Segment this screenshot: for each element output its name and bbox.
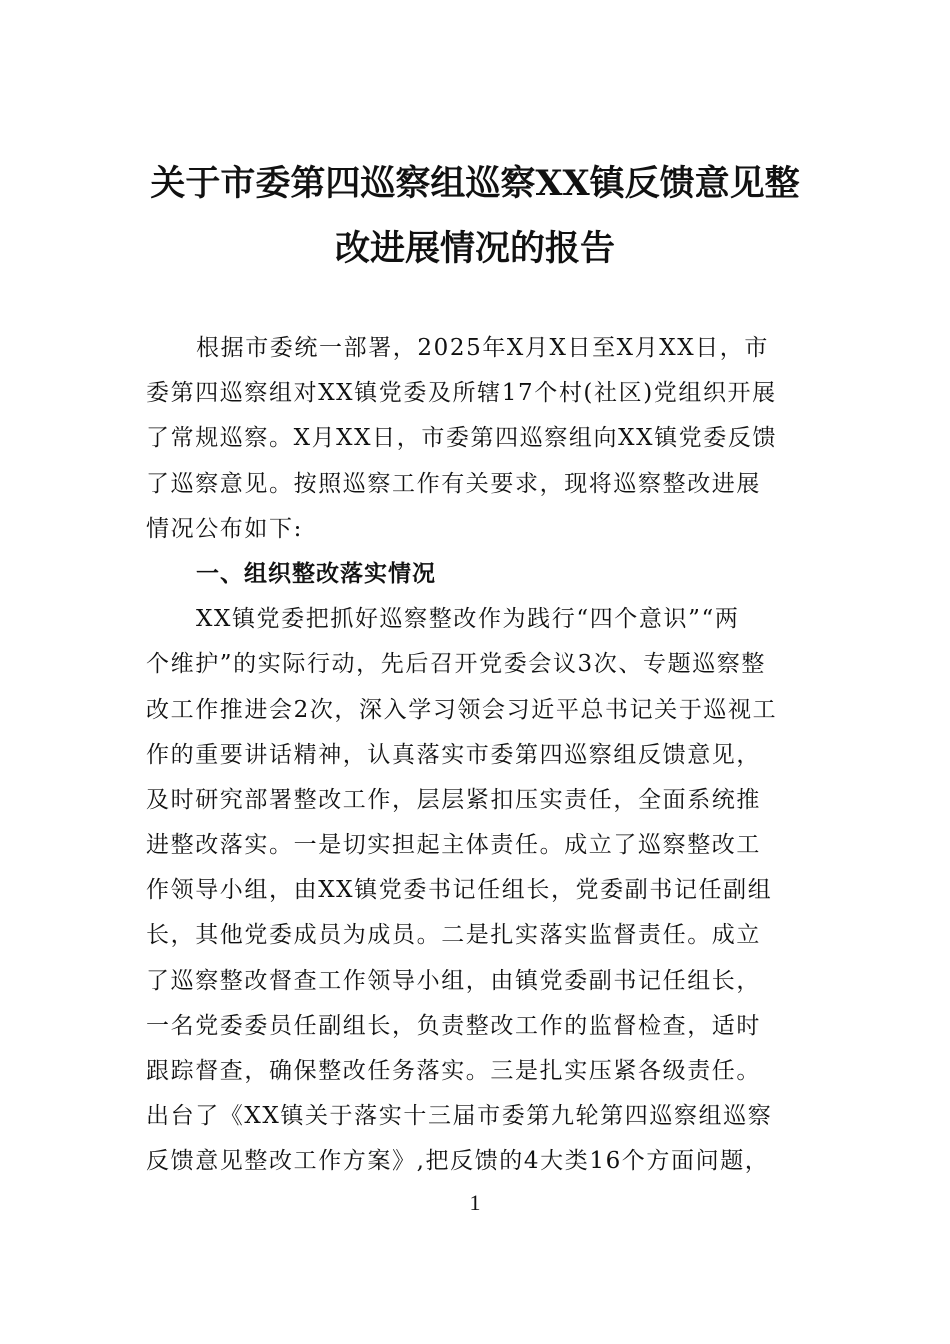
report-body (146, 326, 806, 1185)
body-line: 反馈意见整改工作方案》,把反馈的4大类16个方面问题， (146, 1148, 770, 1175)
report-title-line-1: 关于市委第四巡察组巡察XX镇反馈意见整 (150, 163, 800, 204)
body-line: XX镇党委把抓好巡察整改作为践行“四个意识”“两 (196, 606, 740, 633)
body-line: 进整改落实。一是切实担起主体责任。成立了巡察整改工 (146, 832, 761, 859)
body-line: 情况公布如下: (146, 515, 303, 542)
body-line: 改工作推进会2次，深入学习领会习近平总书记关于巡视工 (146, 696, 778, 723)
report-title-line-2: 改进展情况的报告 (334, 228, 615, 269)
page-number: 1 (469, 1190, 481, 1215)
body-line: 了巡察整改督查工作领导小组，由镇党委副书记任组长， (146, 967, 761, 994)
body-line: 作的重要讲话精神，认真落实市委第四巡察组反馈意见， (146, 741, 761, 768)
section-heading: 一、组织整改落实情况 (196, 560, 436, 587)
body-line: 及时研究部署整改工作，层层紧扣压实责任，全面系统推 (146, 786, 761, 813)
body-line: 根据市委统一部署，2025年X月X日至X月XX日，市 (196, 335, 770, 361)
body-line: 出台了《XX镇关于落实十三届市委第九轮第四巡察组巡察 (146, 1103, 773, 1130)
body-line: 了常规巡察。X月XX日，市委第四巡察组向XX镇党委反馈 (146, 425, 778, 452)
body-line: 个维护”的实际行动，先后召开党委会议3次、专题巡察整 (146, 651, 766, 678)
body-line: 长，其他党委成员为成员。二是扎实落实监督责任。成立 (146, 922, 761, 949)
body-line: 一名党委委员任副组长，负责整改工作的监督检查，适时 (146, 1012, 761, 1039)
body-line: 委第四巡察组对XX镇党委及所辖17个村(社区)党组织开展 (146, 380, 777, 407)
body-line: 了巡察意见。按照巡察工作有关要求，现将巡察整改进展 (146, 470, 761, 497)
body-line: 作领导小组，由XX镇党委书记任组长，党委副书记任副组 (146, 877, 773, 904)
body-line: 跟踪督查，确保整改任务落实。三是扎实压紧各级责任。 (146, 1058, 761, 1084)
